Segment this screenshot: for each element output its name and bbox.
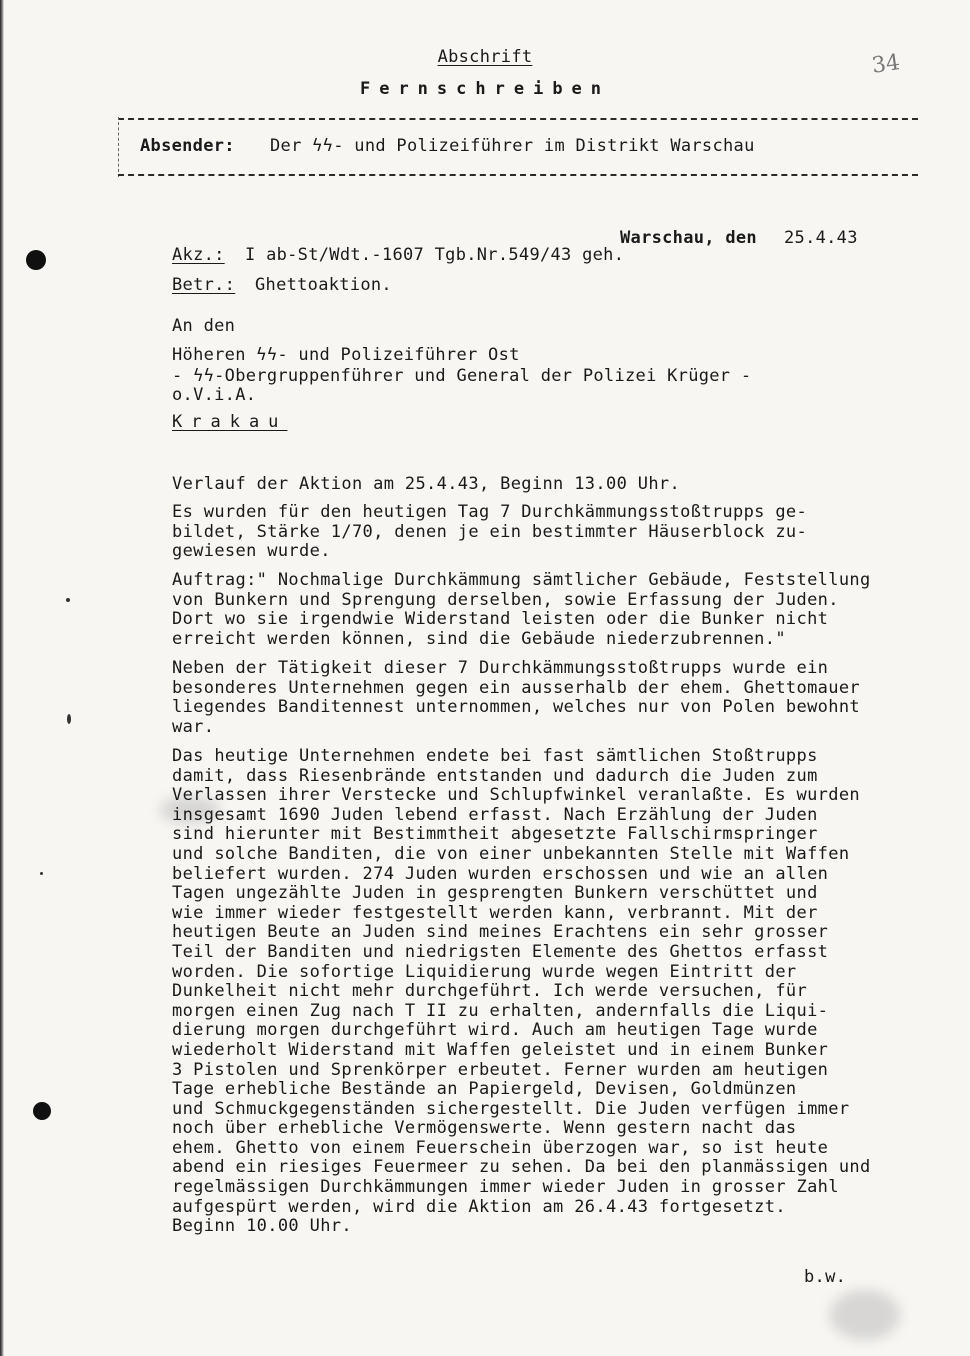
letter-date: 25.4.43 (784, 228, 858, 248)
recipient-line-3: o.V.i.A. (172, 385, 257, 405)
sender-label: Absender: (140, 136, 235, 156)
rule-bottom (118, 174, 918, 176)
continued-note: b.w. (804, 1267, 847, 1287)
reference-label: Akz.: (172, 245, 225, 265)
rule-left-vertical (118, 117, 119, 177)
body-line: von Bunkern und Sprengung derselben, sowie Erfassung der Juden. (172, 589, 839, 610)
body-line: regelmässigen Durchkämmungen immer wieder Juden in grosser Zahl (172, 1177, 839, 1198)
body-line: Das heutige Unternehmen endete bei fast sämtlichen Stoßtrupps (172, 746, 818, 766)
body-line: 3 Pistolen und Sprenkörper erbeutet. Ferner wurden am heutigen (172, 1059, 829, 1080)
body-line: und Schmuckgegenständen sichergestellt. Die Juden verfügen immer (172, 1098, 850, 1119)
handwritten-page-number: 34 (870, 50, 902, 79)
body-line: bildet, Stärke 1/70, denen je ein bestimmter Häuserblock zu- (172, 521, 808, 542)
body-line: und solche Banditen, die von einer unbekannten Stelle mit Waffen (172, 843, 850, 864)
body-line: noch über erhebliche Vermögenswerte. Wenn gestern nacht das (172, 1118, 797, 1139)
body-line: Es wurden für den heutigen Tag 7 Durchkämmungsstoßtrupps ge- (172, 502, 808, 522)
body-line: aufgespürt werden, wird die Aktion am 26.4.43 fortgesetzt. (172, 1196, 786, 1217)
recipient-intro: An den (172, 316, 236, 336)
body-line: Dort wo sie irgendwie Widerstand leisten oder die Bunker nicht (172, 609, 829, 630)
body-line: Neben der Tätigkeit dieser 7 Durchkämmungsstoßtrupps wurde ein (172, 658, 829, 678)
body-line: damit, dass Riesenbrände entstanden und dadurch die Juden zum (172, 765, 818, 786)
punch-hole-bottom (33, 1102, 51, 1120)
paragraph-course (172, 475, 962, 495)
recipient-city: Krakau (172, 412, 288, 432)
body-line: wie immer wieder festgestellt werden kann, verbrannt. Mit der (172, 902, 818, 923)
paragraph-special-operation (172, 659, 962, 737)
body-line: dierung morgen durchgeführt wird. Auch am heutigen Tage wurde (172, 1020, 818, 1041)
body-line: abend ein riesiges Feuermeer zu sehen. Da bei den planmässigen und (172, 1157, 871, 1178)
body-line: heutigen Beute an Juden sind meines Erachtens ein sehr grosser (172, 922, 829, 943)
body-line: worden. Die sofortige Liquidierung wurde wegen Eintritt der (172, 961, 797, 982)
body-line: besonderes Unternehmen gegen ein ausserhalb der ehem. Ghettomauer (172, 677, 861, 698)
subject-value: Ghettoaktion. (255, 275, 392, 295)
body-line: Verlassen ihrer Verstecke und Schlupfwinkel veranlaßte. Es wurden (172, 785, 861, 806)
document-type-title: Fernschreiben (359, 79, 611, 99)
body-line: morgen einen Zug nach T II zu erhalten, andernfalls die Liqui- (172, 1000, 829, 1021)
body-line: sind hierunter mit Bestimmtheit abgesetzte Fallschirmspringer (172, 824, 818, 845)
smudge (830, 1290, 900, 1340)
body-line: Verlauf der Aktion am 25.4.43, Beginn 13.00 Uhr. (172, 474, 681, 494)
speck (66, 598, 70, 602)
body-line: beliefert wurden. 274 Juden wurden erschossen und wie an allen (172, 863, 829, 884)
body-line: liegendes Banditennest unternommen, welches nur von Polen bewohnt (172, 697, 861, 718)
subject-label: Betr.: (172, 275, 236, 295)
punch-hole-top (26, 250, 46, 270)
recipient-line-1: Höheren ϟϟ- und Polizeiführer Ost (172, 345, 520, 365)
body-line: Tage erhebliche Bestände an Papiergeld, Devisen, Goldmünzen (172, 1079, 797, 1100)
body-line: insgesamt 1690 Juden lebend erfasst. Nach Erzählung der Juden (172, 804, 818, 825)
body-line: gewiesen wurde. (172, 541, 331, 562)
reference-value: I ab-St/Wdt.-1607 Tgb.Nr.549/43 geh. (245, 245, 625, 265)
recipient-line-2: - ϟϟ-Obergruppenführer und General der Polizei Krüger - (172, 366, 752, 386)
body-line: erreicht werden können, sind die Gebäude niederzubrennen." (172, 628, 786, 649)
speck (67, 714, 71, 724)
body-line: Beginn 10.00 Uhr. (172, 1216, 352, 1237)
body-line: Auftrag:" Nochmalige Durchkämmung sämtlicher Gebäude, Feststellung (172, 570, 871, 590)
page-edge-shadow (0, 0, 4, 1356)
body-line: ehem. Ghetto von einem Feuerschein überzogen war, so ist heute (172, 1137, 829, 1158)
place-date-prefix: Warschau, den (620, 228, 757, 248)
rule-top (118, 118, 918, 120)
sender-value: Der ϟϟ- und Polizeiführer im Distrikt Warschau (270, 136, 755, 156)
body-line: Dunkelheit nicht mehr durchgeführt. Ich werde versuchen, für (172, 981, 808, 1002)
paragraph-squads (172, 503, 962, 562)
body-line: Tagen ungezählte Juden in gesprengten Bunkern verschüttet und (172, 883, 818, 904)
paragraph-report (172, 747, 962, 1237)
body-line: war. (172, 716, 215, 737)
body-line: wiederholt Widerstand mit Waffen geleistet und in einem Bunker (172, 1039, 829, 1060)
paragraph-order (172, 571, 962, 649)
copy-label: Abschrift (437, 47, 533, 67)
body-line: Teil der Banditen und niedrigsten Elemente des Ghettos erfasst (172, 941, 829, 962)
speck (40, 872, 43, 875)
